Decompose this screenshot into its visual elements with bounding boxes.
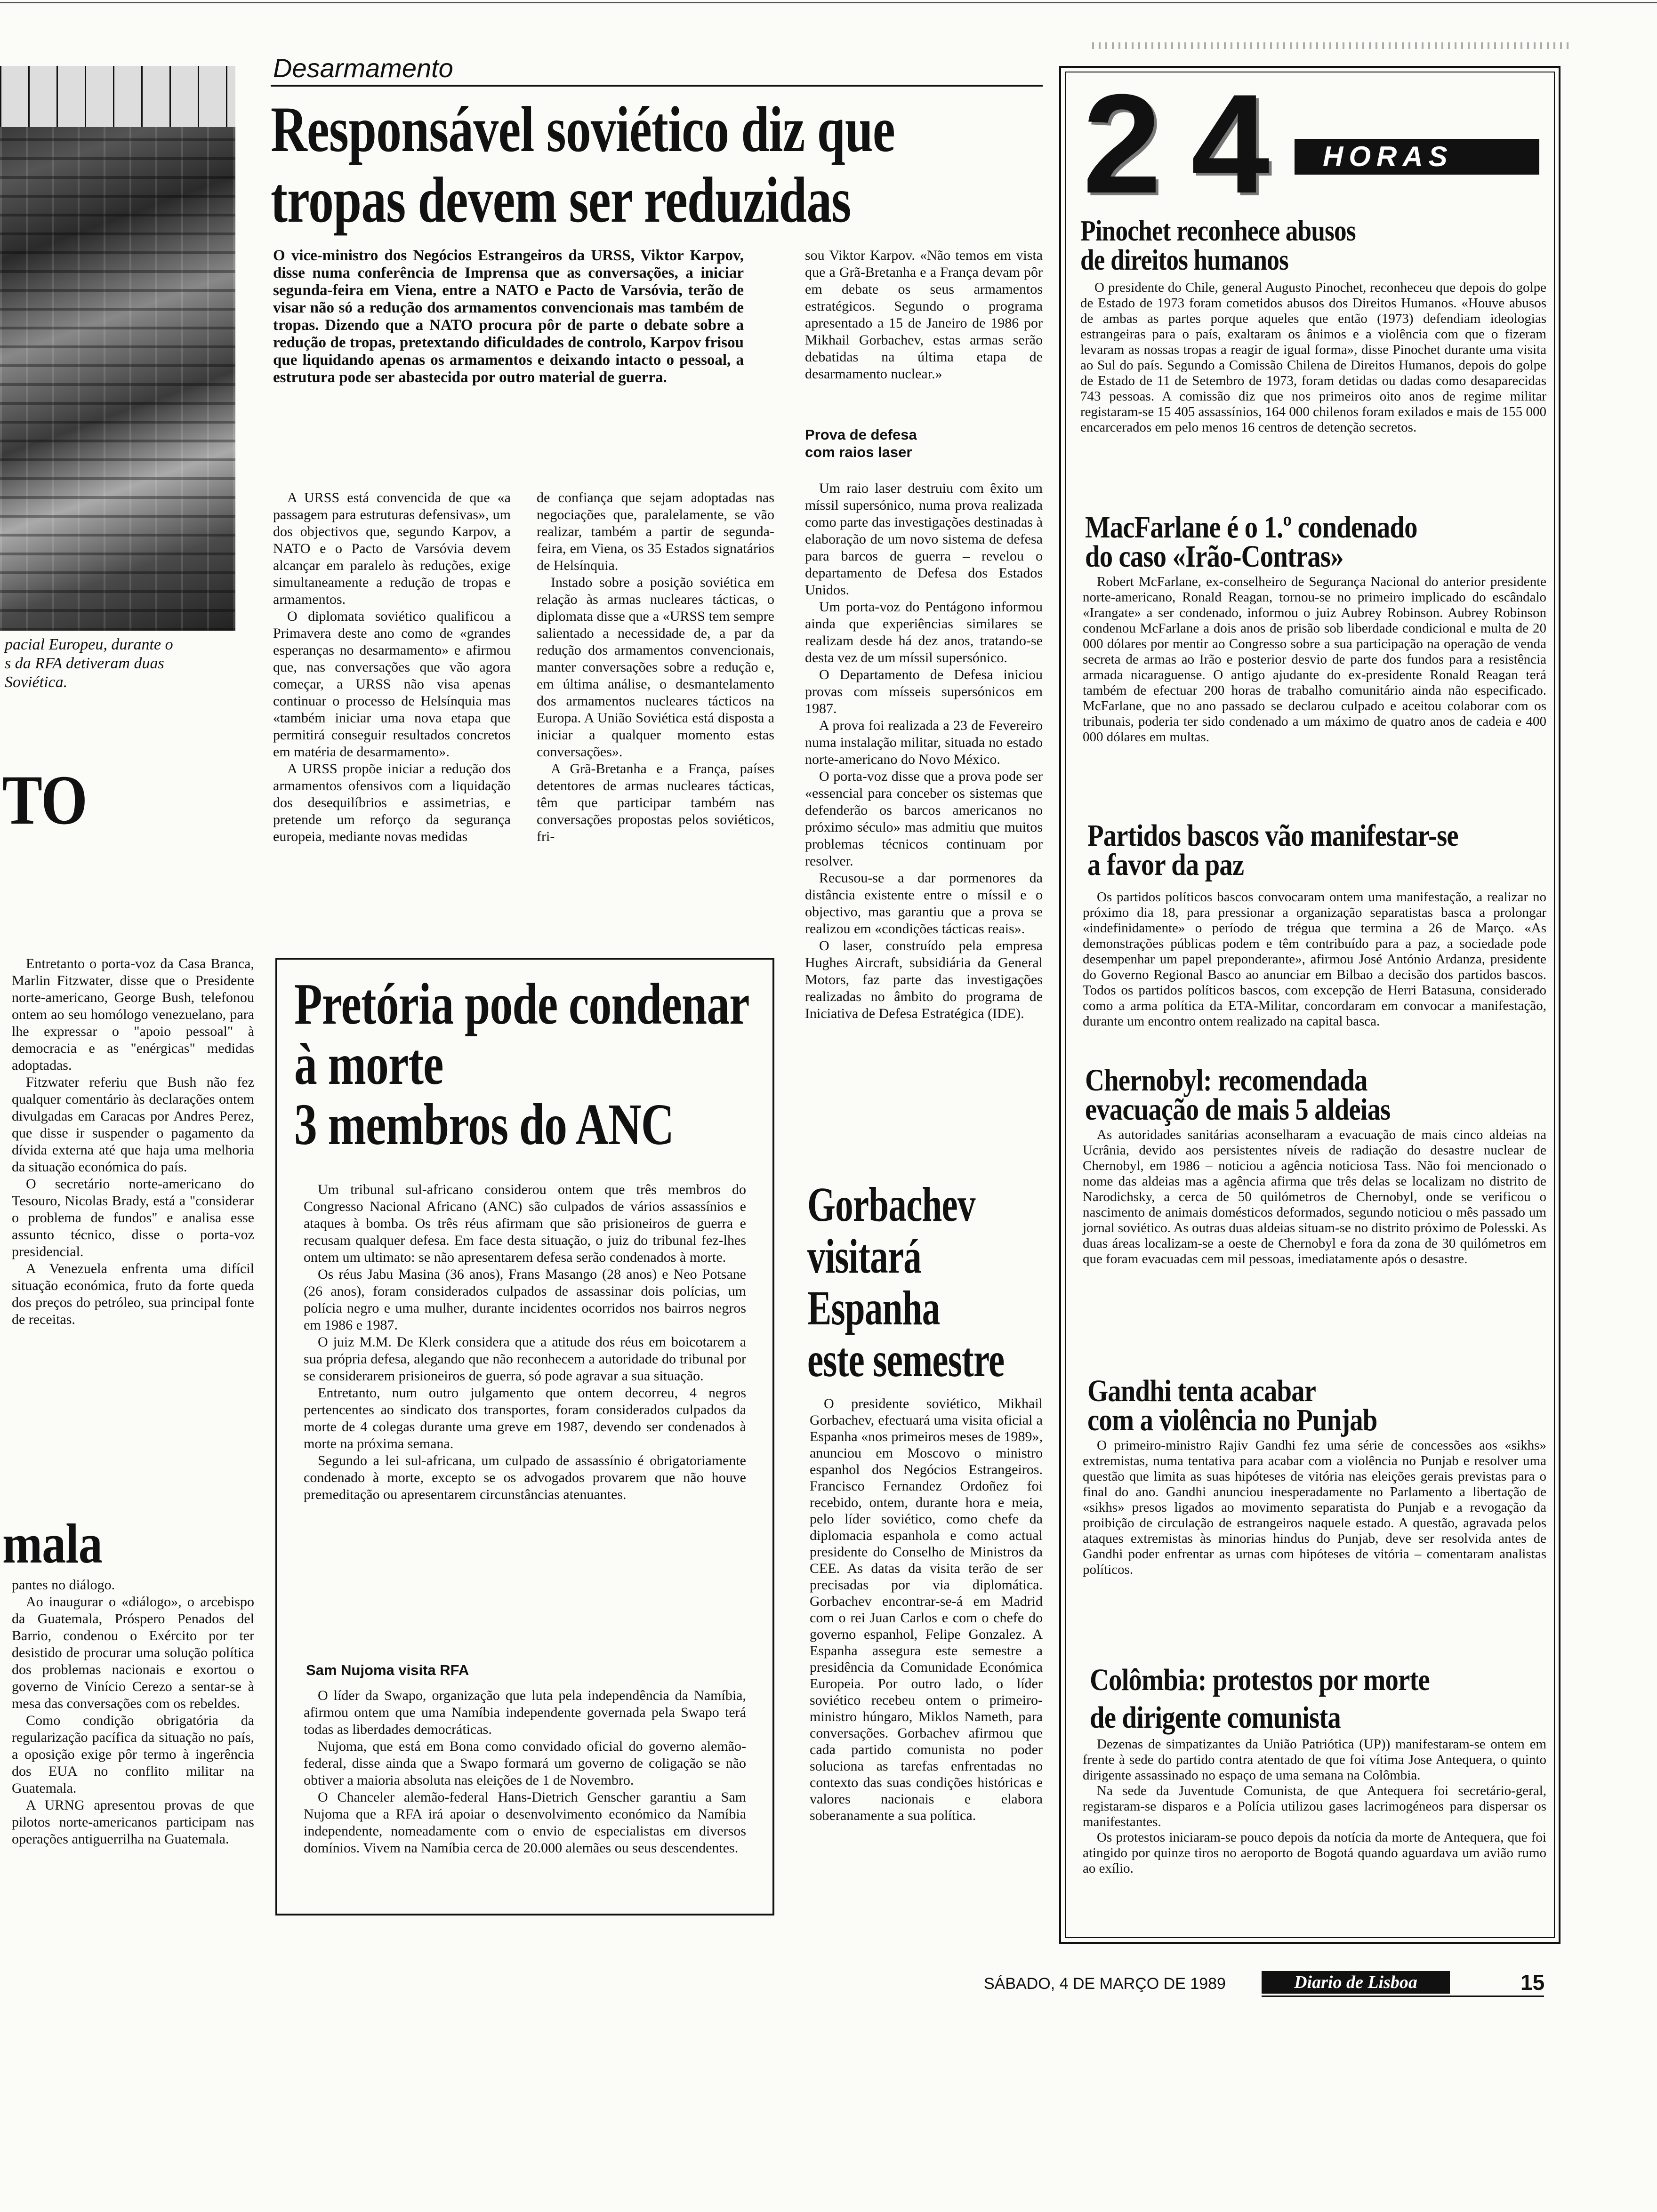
subheading-line: com raios laser: [805, 444, 912, 460]
brief-text: [1083, 1438, 1546, 1578]
paragraph: Um tribunal sul-africano considerou ontem que três membros do Congresso Nacional Africano (ANC) são culpados de vários assassínios e ataques à bomba. Os três réus afirmam que são prisioneiros de guerra e recusam qualquer defesa. Em face desta situação, o juiz do tribunal fez-lhes ontem um ultimato: se não apresentarem defesa serão condenados à morte.: [304, 1182, 746, 1265]
headline-fragment: mala: [2, 1512, 102, 1575]
caption-line: Soviética.: [5, 673, 68, 691]
paragraph: Um raio laser destruiu com êxito um míssil supersónico, numa prova realizada como parte das investigações destinadas à elaboração de um novo sistema de defesa para barcos de guerra – revelou o departamento de Defesa dos Estados Unidos.: [805, 481, 1043, 598]
paragraph: O primeiro-ministro Rajiv Gandhi fez uma série de concessões aos «sikhs» extremistas, numa tentativa para acabar com a violência no Punjab e resolver uma questão que limita as suas hipóteses de vitória nas eleições gerais previstas para o final do ano. Gandhi anunciou inesperadamente no Parlamento a libertação de «sikhs» presos ligados ao movimento separatista do Punjab e a revogação da proibição de circulação de estrangeiros naquele estado. A questão, agravada pelos ataques extremistas às minorias hindus do Punjab, deve ser resolvida antes de Gandhi poder enfrentar as urnas com hipóteses de vitória – comentaram analistas políticos.: [1083, 1438, 1546, 1577]
kicker-rule: [271, 85, 1043, 87]
headline-line: tropas devem ser reduzidas: [271, 164, 851, 236]
horas-word: HORAS: [1323, 141, 1453, 172]
paragraph: Dezenas de simpatizantes da União Patriótica (UP)) manifestaram-se ontem em frente à sede do partido contra atentado de que foi vítima Jose Antequera, o quinto dirigente assassinado no espaço de uma semana na Colômbia.: [1083, 1737, 1546, 1783]
subheading-line: Prova de defesa: [805, 426, 917, 443]
title-line: de direitos humanos: [1080, 244, 1288, 276]
title-line: Chernobyl: recomendada: [1085, 1063, 1367, 1098]
photo-caption: [5, 635, 226, 692]
paragraph: Fitzwater referiu que Bush não fez qualquer comentário às declarações ontem divulgadas em Caracas por Andres Perez, que disse ir suspender o pagamento da dívida externa até que haja uma melhoria da situação económica do país.: [12, 1074, 254, 1175]
paragraph: Na sede da Juventude Comunista, de que Antequera foi secretário-geral, registaram-se disparos e a Polícia utilizou gases lacrimogéneos para dispersar os manifestantes.: [1083, 1783, 1546, 1829]
paragraph: Um porta-voz do Pentágono informou ainda que experiências similares se realizam desde há dez anos, tratando-se desta vez de um míssil supersónico.: [805, 599, 1043, 665]
kicker: Desarmamento: [273, 53, 453, 83]
paragraph: Nujoma, que está em Bona como convidado oficial do governo alemão-federal, disse ainda que a Swapo formará um governo de coligação se não obtiver a maioria absoluta nas eleições de 1 de Novembro.: [304, 1739, 746, 1788]
brief-title: [1087, 1374, 1377, 1437]
title-line: Gandhi tenta acabar: [1087, 1374, 1316, 1408]
title-line: Pinochet reconhece abusos: [1080, 215, 1356, 247]
brief-title: [1085, 510, 1417, 574]
paragraph: O juiz M.M. De Klerk considera que a atitude dos réus em boicotarem a sua própria defesa, alegando que não reconhecem a autoridade do tribunal por se considerarem prisioneiros de guerra, só pode agravar a sua situação.: [304, 1334, 746, 1384]
laser-article: [805, 480, 1043, 1022]
footer-rule: [1262, 1996, 1544, 1997]
photo-header-bar: [0, 66, 235, 127]
title-line: do caso «Irão-Contras»: [1085, 539, 1343, 574]
paragraph: pantes no diálogo.: [12, 1577, 115, 1593]
title-line: MacFarlane é o 1.º condenado: [1085, 510, 1417, 545]
venezuela-article: [12, 955, 254, 1328]
title-line: evacuação de mais 5 aldeias: [1085, 1092, 1391, 1127]
brief-text: [1083, 574, 1546, 745]
pretoria-article: [304, 1181, 746, 1503]
caption-line: s da RFA detiveram duas: [5, 655, 164, 672]
title-line: com a violência no Punjab: [1087, 1403, 1377, 1437]
brief-text: [1080, 280, 1546, 435]
main-col-3: [805, 247, 1043, 383]
paragraph: O presidente do Chile, general Augusto Pinochet, reconheceu que depois do golpe de Estado de 1973 foram cometidos abusos dos Direitos Humanos. «Houve abusos de ambas as partes porque aqueles que então (1973) defendiam ideologias estrangeiras para o país, exaltaram os ânimos e a violência com que o fizeram levaram as nossas tropas a reagir de igual forma», disse Pinochet durante uma visita ao Sul do país. Segundo a Comissão Chilena de Direitos Humanos, depois do golpe de Estado de 11 de Setembro de 1973, foram detidas ou dadas como desaparecidas 743 pessoas. A comissão diz que nos primeiros oito anos de regime militar registaram-se 15 405 assassínios, 164 000 chilenos foram exilados e mais de 155 000 encarcerados em pelo menos 16 centros de detenção secretos.: [1080, 280, 1546, 435]
footer-date: SÁBADO, 4 DE MARÇO DE 1989: [984, 1975, 1226, 1993]
brief-title: [1087, 818, 1458, 882]
gorbachev-article: [810, 1395, 1043, 1824]
main-col-2: [537, 489, 774, 845]
footer-masthead: Diario de Lisboa: [1262, 1971, 1450, 1994]
title-line: Colômbia: protestos por morte: [1090, 1663, 1430, 1697]
main-col-1: [273, 489, 511, 845]
paragraph: Os protestos iniciaram-se pouco depois da notícia da morte de Antequera, que foi atingido por quinze tiros no aeroporto de Bogotá quando aguardava um avião rumo ao exílio.: [1083, 1830, 1546, 1876]
brief-title: [1080, 216, 1356, 275]
paragraph: de confiança que sejam adoptadas nas negociações que, paralelamente, se vão realizar, também a partir de segunda-feira, em Viena, os 35 Estados signatários de Helsínquia.: [537, 490, 774, 573]
paragraph: Entretanto, num outro julgamento que ontem decorreu, 4 negros pertencentes ao sindicato dos transportes, foram considerados culpados da morte de 4 colegas durante uma greve em 1987, devendo ser condenados à morte na próxima semana.: [304, 1385, 746, 1451]
top-rule: [0, 2, 1657, 3]
paragraph: A Grã-Bretanha e a França, países detentores de armas nucleares tácticas, têm que participar também nas conversações propostas pelos soviéticos, fri-: [537, 761, 774, 844]
headline-line: visitará: [807, 1229, 922, 1283]
paragraph: O laser, construído pela empresa Hughes Aircraft, subsidiária da General Motors, faz parte das investigações realizadas no âmbito do programa de Iniciativa de Defesa Estratégica (IDE).: [805, 938, 1043, 1021]
paragraph: A URSS propõe iniciar a redução dos armamentos ofensivos com a liquidação dos desequilíbrios e assimetrias, e pretende um reforço da segurança europeia, mediante novas medidas: [273, 761, 511, 844]
laser-subheading: [805, 426, 1043, 461]
nujoma-subheading: Sam Nujoma visita RFA: [306, 1662, 469, 1678]
paragraph: Instado sobre a posição soviética em relação às armas nucleares tácticas, o diplomata disse que a «URSS tem sempre salientado a necessidade de, a par da redução dos armamentos convencionais, manter conversações sobre a redução e, em última análise, o desmantelamento dos armamentos nucleares tácticos na Europa. A União Soviética está disposta a iniciar a qualquer momento estas conversações».: [537, 575, 774, 760]
paragraph: sou Viktor Karpov. «Não temos em vista que a Grã-Bretanha e a França devam pôr em debate os seus armamentos estratégicos. Segundo o programa apresentado a 15 de Janeiro de 1986 por Mikhail Gorbachev, estas armas serão debatidas na última etapa de desarmamento nuclear.»: [805, 248, 1043, 382]
headline-line: Gorbachev: [807, 1178, 975, 1232]
paragraph: Os réus Jabu Masina (36 anos), Frans Masango (28 anos) e Neo Potsane (26 anos), foram considerados culpados de assassinar dois polícias, um polícia negro e uma mulher, durante incidentes ocorridos nos bairros negros em 1986 e 1987.: [304, 1266, 746, 1333]
paragraph: A URSS está convencida de que «a passagem para estruturas defensivas», um dos objectivos que, segundo Karpov, a NATO e o Pacto de Varsóvia devem alcançar em paralelo às reduções, exige simultaneamente a redução de tropas e armamentos.: [273, 490, 511, 607]
paragraph: O porta-voz disse que a prova pode ser «essencial para conceber os sistemas que defenderão os barcos americanos no próximo século» mas admitiu que muitos problemas técnicos continuam por resolver.: [805, 769, 1043, 869]
paragraph: Entretanto o porta-voz da Casa Branca, Marlin Fitzwater, disse que o Presidente norte-americano, George Bush, telefonou ontem ao seu homólogo venezuelano, para lhe expressar o "apoio pessoal" à democracia e as "enérgicas" medidas adoptadas.: [12, 956, 254, 1073]
headline-line: à morte: [294, 1032, 443, 1097]
paragraph: Os partidos políticos bascos convocaram ontem uma manifestação, a realizar no próximo dia 18, para pressionar a organização separatistas basca a prolongar «indefinidamente» o período de trégua que termina a 26 de Março. «As demonstrações públicas podem e têm contribuído para a paz, a sociedade pode desempenhar um papel preponderante», afirmou José António Ardanza, presidente do Governo Regional Basco ao anunciar em Bilbao a decisão dos partidos bascos. Todos os partidos políticos bascos, com excepção de Herri Batasuna, considerado como a arma política da ETA-Militar, concordaram em convocar a manifestação, durante um encontro ontem realizado na capital basca.: [1083, 890, 1546, 1029]
nujoma-article: [304, 1687, 746, 1857]
paragraph: Ao inaugurar o «diálogo», o arcebispo da Guatemala, Próspero Penados del Barrio, condenou o Exército por ter desistido de procurar uma solução política dos problemas nacionais e exortou o governo de Vinício Cerezo a sentar-se à mesa das conversações com os rebeldes.: [12, 1594, 254, 1711]
lead-paragraph: O vice-ministro dos Negócios Estrangeiros da URSS, Viktor Karpov, disse numa conferência de Imprensa que as conversações, a iniciar segunda-feira em Viena, entre a NATO e Pacto de Varsóvia, terão de visar não só a redução dos armamentos convencionais mas também de tropas. Dizendo que a NATO procura pôr de parte o debate sobre a redução de tropas, pretextando dificuldades de controlo, Karpov frisou que liquidando apenas os armamentos e deixando intacto o pessoal, a estrutura pode ser abastecida por outro material de guerra.: [273, 247, 744, 386]
headline-line: Espanha: [807, 1281, 940, 1335]
pretoria-headline: [294, 974, 749, 1155]
paragraph: A URNG apresentou provas de que pilotos norte-americanos participam nas operações antiguerrilha na Guatemala.: [12, 1797, 254, 1847]
title-line: de dirigente comunista: [1090, 1700, 1341, 1735]
title-line: Partidos bascos vão manifestar-se: [1087, 818, 1458, 853]
paragraph: Segundo a lei sul-africana, um culpado de assassínio é obrigatoriamente condenado à morte, excepto se os advogados provarem que não houve premeditação ou apresentarem circunstâncias atenuantes.: [304, 1453, 746, 1502]
headline-line: este semestre: [807, 1333, 1005, 1387]
horas-numbers: 2 4: [1083, 64, 1265, 223]
paragraph: O Chanceler alemão-federal Hans-Dietrich Genscher garantiu a Sam Nujoma que a RFA irá apoiar o desenvolvimento económico da Namíbia independente, nomeadamente com o envio de especialistas em diversos domínios. Vivem na Namíbia cerca de 20.000 alemães ou seus descendentes.: [304, 1789, 746, 1856]
top-right-noise: [1092, 42, 1572, 49]
paragraph: O Departamento de Defesa iniciou provas com mísseis supersónicos em 1987.: [805, 667, 1043, 716]
brief-text: [1083, 1127, 1546, 1267]
headline-fragment: TO: [2, 761, 88, 839]
headline-line: Responsável soviético diz que: [271, 93, 895, 165]
paragraph: A prova foi realizada a 23 de Fevereiro numa instalação militar, situada no estado norte-americano do Novo México.: [805, 718, 1043, 767]
paragraph: As autoridades sanitárias aconselharam a evacuação de mais cinco aldeias na Ucrânia, devido aos persistentes níveis de radiação do desastre nuclear de Chernobyl, em 1986 – noticiou a agência noticiosa Tass. Não foi mencionado o nome das aldeias mas a agência afirma que três delas se localizam no distrito de Narodichsky, a cerca de 50 quilómetros de Chernobyl, onde se verificou o nascimento de animais domésticos deformados, segundo noticiou o mês passado um jornal soviético. As outras duas aldeias situam-se no distrito próximo de Polesski. As duas áreas localizam-se a oeste de Chernobyl e fora da zona de 30 quilómetros em que foram evacuadas cem mil pessoas, imediatamente após o desastre.: [1083, 1127, 1546, 1266]
paragraph: O diplomata soviético qualificou a Primavera deste ano como de «grandes esperanças no desarmamento» e afirmou que, nas conversações que vão agora começar, a URSS não visa apenas continuar o processo de Helsínquia mas «também iniciar uma nova etapa que permitirá conseguir resultados concretos em matéria de desarmamento».: [273, 609, 511, 760]
paragraph: Robert McFarlane, ex-conselheiro de Segurança Nacional do anterior presidente norte-americano, Ronald Reagan, tornou-se no primeiro implicado do escândalo «Irangate» a ser condenado, informou o juiz Aubrey Robinson. Aubrey Robinson condenou McFarlane a dois anos de prisão sob liberdade condicional e multa de 20 000 dólares por mentir ao Congresso sobre a sua participação na operação de venda secreta de armas ao Irão e posterior desvio de parte dos fundos para a resistência armada nicaraguense. O antigo ajudante do ex-presidente Ronald Reagan terá também de efectuar 200 horas de trabalho comunitário ainda não especificado. McFarlane, que no ano passado se declarou culpado e aceitou colaborar com os tribunais, poderia ter sido condenado a um máximo de quatro anos de cadeia e 400 000 dólares em multas.: [1083, 574, 1546, 745]
news-photo: [0, 66, 235, 631]
paragraph: O secretário norte-americano do Tesouro, Nicolas Brady, está a "considerar o problema de fundos" e analisa esse assunto técnico, disse o porta-voz presidencial.: [12, 1176, 254, 1259]
headline-line: 3 membros do ANC: [294, 1092, 674, 1157]
paragraph: Como condição obrigatória da regularização pacífica da situação no país, a oposição exige pôr termo à ingerência dos EUA no conflito militar na Guatemala.: [12, 1713, 254, 1796]
paragraph: O presidente soviético, Mikhail Gorbachev, efectuará uma visita oficial a Espanha «nos primeiros meses de 1989», anunciou em Moscovo o ministro espanhol dos Negócios Estrangeiros. Francisco Fernandez Ordoñez foi recebido, ontem, durante hora e meia, pelo líder soviético, como chefe da diplomacia espanhola e como actual presidente do Conselho de Ministros da CEE. As datas da visita terão de ser precisadas por via diplomática. Gorbachev encontrar-se-á em Madrid com o rei Juan Carlos e com o chefe do governo espanhol, Felipe Gonzalez. A Espanha assegura este semestre a presidência da Comunidade Económica Europeia. Por outro lado, o líder soviético recebeu ontem o primeiro-ministro húngaro, Miklos Nameth, para conversações. Gorbachev afirmou que cada partido comunista no poder soluciona as tarefas enfrentadas no contexto das suas condições históricas e valores nacionais e elabora soberanamente a sua política.: [810, 1396, 1043, 1823]
guatemala-article: [12, 1577, 254, 1848]
horas-banner: [1078, 64, 1549, 223]
paragraph: O líder da Swapo, organização que luta pela independência da Namíbia, afirmou ontem que uma Namíbia independente governada pela Swapo terá todas as liberdades democráticas.: [304, 1688, 746, 1737]
brief-title: [1085, 1063, 1391, 1127]
caption-line: pacial Europeu, durante o: [5, 636, 173, 653]
headline-line: Pretória pode condenar: [294, 972, 749, 1037]
footer-page-number: 15: [1520, 1970, 1545, 1995]
paragraph: A Venezuela enfrenta uma difícil situação económica, fruto da forte queda dos preços do petróleo, sua principal fonte de receitas.: [12, 1261, 254, 1327]
brief-text: [1083, 890, 1546, 1029]
title-line: a favor da paz: [1087, 848, 1244, 882]
main-headline: [271, 94, 895, 235]
brief-title: [1090, 1661, 1430, 1737]
paragraph: Recusou-se a dar pormenores da distância existente entre o míssil e o objectivo, mas garantiu que a prova se realizou em «condições tácticas reais».: [805, 870, 1043, 937]
gorbachev-headline: [807, 1179, 1004, 1386]
brief-text: [1083, 1737, 1546, 1876]
